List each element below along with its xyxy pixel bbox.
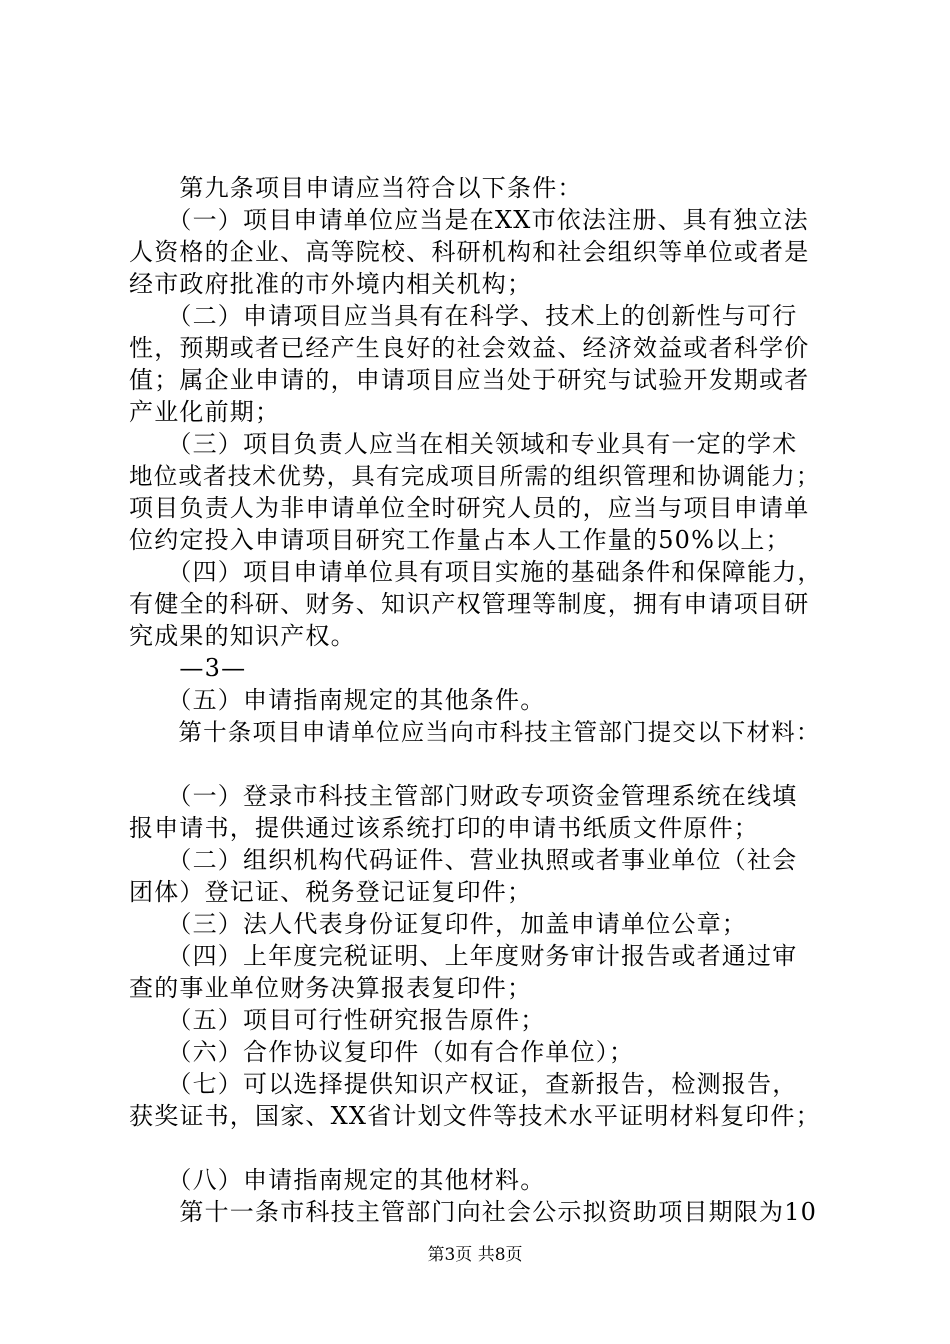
paragraph-line: （二）申请项目应当具有在科学、技术上的创新性与可行 [129, 302, 798, 330]
paragraph-line: （三）项目负责人应当在相关领域和专业具有一定的学术 [129, 430, 798, 458]
paragraph-line: 查的事业单位财务决算报表复印件； [129, 974, 533, 1002]
inline-page-marker: —3— [129, 654, 247, 682]
paragraph-line: （六）合作协议复印件（如有合作单位）； [129, 1038, 635, 1066]
paragraph-line: 位约定投入申请项目研究工作量占本人工作量的50%以上； [129, 526, 791, 554]
paragraph-line: （一）登录市科技主管部门财政专项资金管理系统在线填 [129, 782, 798, 810]
page-footer: 第3页 共8页 [427, 1245, 523, 1265]
paragraph-line: 有健全的科研、财务、知识产权管理等制度，拥有申请项目研 [129, 590, 810, 618]
paragraph-line: （七）可以选择提供知识产权证，查新报告，检测报告， [129, 1070, 798, 1098]
paragraph-line: 产业化前期； [129, 398, 281, 426]
paragraph-line: （二）组织机构代码证件、营业执照或者事业单位（社会 [129, 846, 798, 874]
paragraph-line: 值；属企业申请的，申请项目应当处于研究与试验开发期或者 [129, 366, 810, 394]
paragraph-line: （三）法人代表身份证复印件，加盖申请单位公章； [129, 910, 747, 938]
paragraph-line: （一）项目申请单位应当是在XX市依法注册、具有独立法 [129, 206, 809, 234]
paragraph-line: 项目负责人为非申请单位全时研究人员的，应当与项目申请单 [129, 494, 810, 522]
paragraph-line: 经市政府批准的市外境内相关机构； [129, 270, 533, 298]
paragraph-line: 团体）登记证、税务登记证复印件； [129, 878, 533, 906]
paragraph-line: 性，预期或者已经产生良好的社会效益、经济效益或者科学价 [129, 334, 810, 362]
paragraph-line: 第九条项目申请应当符合以下条件： [129, 174, 583, 202]
paragraph-line: 究成果的知识产权。 [129, 622, 356, 650]
paragraph-line: （四）上年度完税证明、上年度财务审计报告或者通过审 [129, 942, 798, 970]
paragraph-line: 报申请书，提供通过该系统打印的申请书纸质文件原件； [129, 814, 759, 842]
paragraph-line: （八）申请指南规定的其他材料。 [129, 1166, 546, 1194]
paragraph-line: （五）项目可行性研究报告原件； [129, 1006, 546, 1034]
paragraph-line: 人资格的企业、高等院校、科研机构和社会组织等单位或者是 [129, 238, 810, 266]
paragraph-line: （五）申请指南规定的其他条件。 [129, 686, 546, 714]
paragraph-line: 获奖证书，国家、XX省计划文件等技术水平证明材料复印件； [129, 1102, 821, 1130]
paragraph-line: 地位或者技术优势，具有完成项目所需的组织管理和协调能力； [129, 462, 821, 490]
paragraph-line: （四）项目申请单位具有项目实施的基础条件和保障能力， [129, 558, 823, 586]
paragraph-line: 第十一条市科技主管部门向社会公示拟资助项目期限为10 [129, 1198, 818, 1226]
paragraph-line: 第十条项目申请单位应当向市科技主管部门提交以下材料： [129, 718, 821, 746]
